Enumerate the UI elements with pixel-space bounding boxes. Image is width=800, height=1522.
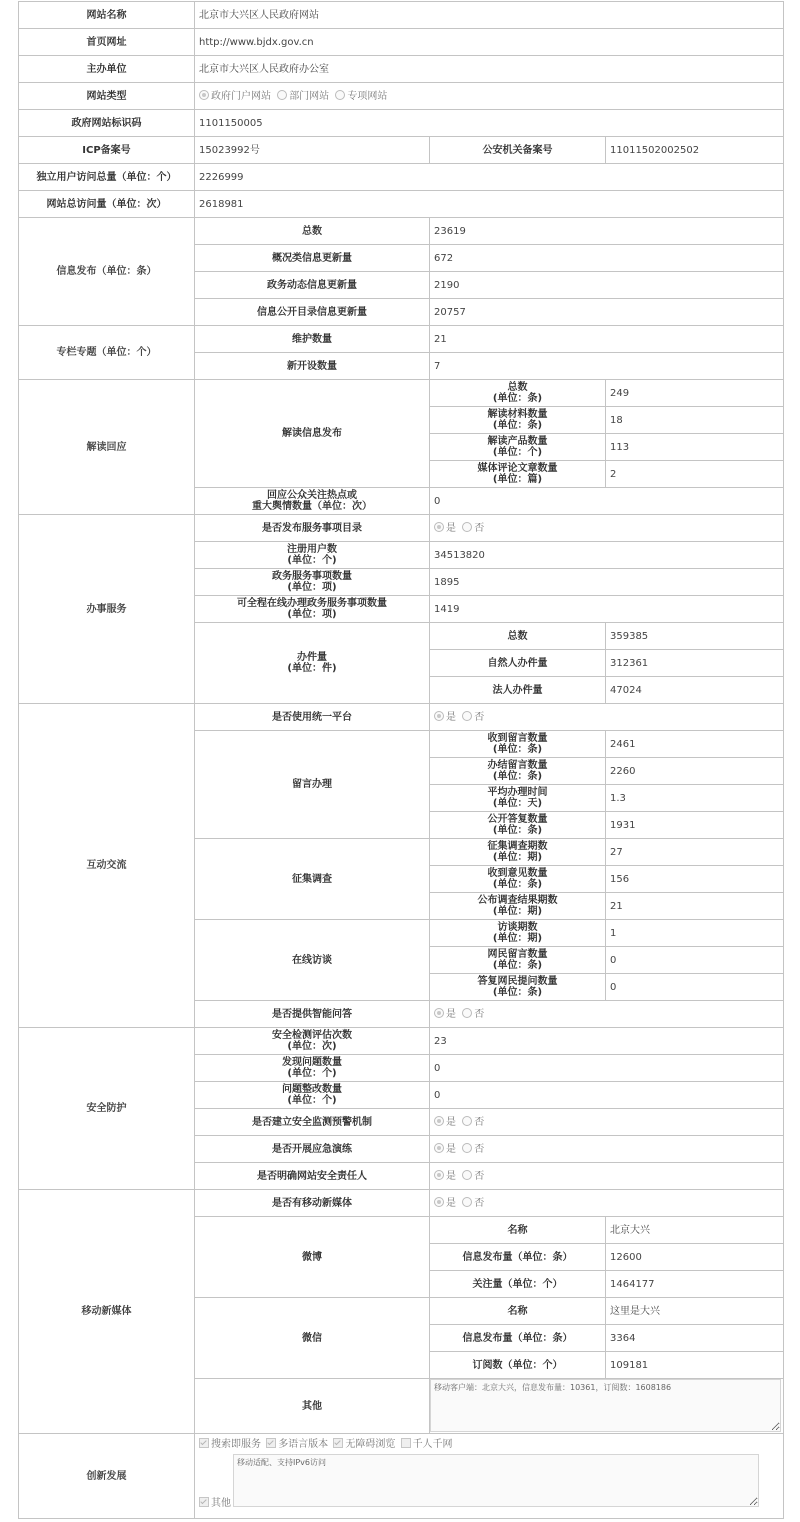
organizer-label: 主办单位 <box>19 56 195 83</box>
unit-text: (单位：项) <box>287 609 337 620</box>
label-text: 办件量 <box>297 652 327 663</box>
label-text: 公布调查结果期数 <box>477 895 558 906</box>
label-text: 解读产品数量 <box>487 436 548 447</box>
uv-label: 独立用户访问总量（单位：个） <box>19 164 195 191</box>
checkbox-label: 多语言版本 <box>278 1439 329 1450</box>
checkbox-multilanguage[interactable] <box>266 1438 276 1448</box>
checkbox-label: 搜索即服务 <box>211 1439 261 1450</box>
interaction-section-label: 互动交流 <box>19 704 195 1028</box>
unit-text: (单位：篇) <box>492 474 543 485</box>
weibo-name-label: 名称 <box>430 1217 606 1244</box>
unit-text: 重大舆情数量（单位：次） <box>252 501 372 512</box>
survey-opinions-label <box>430 866 606 893</box>
sec-owner-label: 是否明确网站安全责任人 <box>195 1163 430 1190</box>
radio-label: 部门网站 <box>289 91 330 102</box>
cases-label <box>195 623 430 704</box>
cases-legal-value: 47024 <box>606 677 784 704</box>
row-pv <box>19 191 784 218</box>
columns-new-label: 新开设数量 <box>195 353 430 380</box>
label-text: 公开答复数量 <box>487 814 548 825</box>
row-organizer <box>19 56 784 83</box>
radio-no[interactable] <box>462 1170 472 1180</box>
site-name-label: 网站名称 <box>19 2 195 29</box>
sec-issues-value: 0 <box>430 1055 784 1082</box>
row-interpret-total <box>19 380 784 407</box>
unit-text: (单位：个) <box>287 1068 337 1079</box>
weibo-followers-label: 关注量（单位：个） <box>430 1271 606 1298</box>
cases-total-label: 总数 <box>430 623 606 650</box>
innovation-options-cell <box>195 1434 784 1519</box>
icp-value: 15023992号 <box>195 137 430 164</box>
innovation-other-textarea[interactable] <box>233 1454 759 1507</box>
survey-periods-label <box>430 839 606 866</box>
service-items-label <box>195 569 430 596</box>
radio-label: 是 <box>446 1009 456 1020</box>
radio-label: 否 <box>474 712 485 723</box>
weibo-followers-value: 1464177 <box>606 1271 784 1298</box>
msg-avg-time-value: 1.3 <box>606 785 784 812</box>
sec-drill-label: 是否开展应急演练 <box>195 1136 430 1163</box>
sec-monitor-radio-group <box>430 1109 784 1136</box>
site-type-label: 网站类型 <box>19 83 195 110</box>
columns-section-label: 专栏专题（单位：个） <box>19 326 195 380</box>
label-text: 政务服务事项数量 <box>272 571 352 582</box>
site-name-value: 北京市大兴区人民政府网站 <box>195 2 784 29</box>
interpret-sub-label: 解读信息发布 <box>195 380 430 488</box>
smart-qa-radio-group <box>430 1001 784 1028</box>
radio-label: 是 <box>446 1117 456 1128</box>
checkbox-search-service[interactable] <box>199 1438 209 1448</box>
label-text: 收到留言数量 <box>487 733 548 744</box>
radio-label: 政府门户网站 <box>211 91 271 102</box>
columns-maintained-value: 21 <box>430 326 784 353</box>
wechat-subscribers-label: 订阅数（单位：个） <box>430 1352 606 1379</box>
weibo-name-value: 北京大兴 <box>606 1217 784 1244</box>
pv-label: 网站总访问量（单位：次） <box>19 191 195 218</box>
unit-text: (单位：项) <box>287 582 337 593</box>
checkbox-label: 其他 <box>211 1498 231 1509</box>
interview-messages-label <box>430 947 606 974</box>
row-innovation <box>19 1434 784 1519</box>
columns-maintained-label: 维护数量 <box>195 326 430 353</box>
has-mobile-radio-group <box>430 1190 784 1217</box>
info-catalog-label: 信息公开目录信息更新量 <box>195 299 430 326</box>
label-text: 总数 <box>507 382 528 393</box>
interview-messages-value: 0 <box>606 947 784 974</box>
label-text: 解读材料数量 <box>487 409 548 420</box>
interpret-section-label: 解读回应 <box>19 380 195 515</box>
radio-yes[interactable] <box>434 1143 444 1153</box>
row-columns-maintained <box>19 326 784 353</box>
police-label: 公安机关备案号 <box>430 137 606 164</box>
unit-text: (单位：期) <box>492 933 543 944</box>
radio-yes[interactable] <box>434 711 444 721</box>
interpret-total-label <box>430 380 606 407</box>
label-text: 可全程在线办理政务服务事项数量 <box>237 598 387 609</box>
checkbox-label: 千人千网 <box>412 1439 453 1450</box>
unit-text: (单位：条) <box>492 879 543 890</box>
service-users-label <box>195 542 430 569</box>
label-text: 安全检测评估次数 <box>272 1030 352 1041</box>
unit-text: (单位：期) <box>492 852 543 863</box>
radio-yes[interactable] <box>434 1008 444 1018</box>
sec-fixed-value: 0 <box>430 1082 784 1109</box>
mobile-other-label: 其他 <box>195 1379 430 1434</box>
wechat-subscribers-value: 109181 <box>606 1352 784 1379</box>
row-uv <box>19 164 784 191</box>
wechat-label: 微信 <box>195 1298 430 1379</box>
checkbox-personalized[interactable] <box>401 1438 411 1448</box>
interview-periods-value: 1 <box>606 920 784 947</box>
row-platform <box>19 704 784 731</box>
unit-text: (单位：天) <box>492 798 543 809</box>
mobile-other-textarea[interactable] <box>430 1379 781 1432</box>
label-text: 媒体评论文章数量 <box>477 463 558 474</box>
info-news-label: 政务动态信息更新量 <box>195 272 430 299</box>
interpret-media-label <box>430 461 606 488</box>
label-text: 答复网民提问数量 <box>477 976 558 987</box>
row-icp <box>19 137 784 164</box>
uv-value: 2226999 <box>195 164 784 191</box>
weibo-posts-label: 信息发布量（单位：条） <box>430 1244 606 1271</box>
radio-yes[interactable] <box>434 1197 444 1207</box>
police-value: 11011502002502 <box>606 137 784 164</box>
msg-received-value: 2461 <box>606 731 784 758</box>
has-mobile-label: 是否有移动新媒体 <box>195 1190 430 1217</box>
weibo-label: 微博 <box>195 1217 430 1298</box>
interpret-materials-value: 18 <box>606 407 784 434</box>
wechat-posts-label: 信息发布量（单位：条） <box>430 1325 606 1352</box>
sec-fixed-label <box>195 1082 430 1109</box>
cases-natural-label: 自然人办件量 <box>430 650 606 677</box>
interpret-total-value: 249 <box>606 380 784 407</box>
radio-label: 专项网站 <box>347 91 388 102</box>
cases-natural-value: 312361 <box>606 650 784 677</box>
survey-periods-value: 27 <box>606 839 784 866</box>
innovation-checkbox-group <box>199 1434 779 1454</box>
label-text: 发现问题数量 <box>282 1057 342 1068</box>
innovation-section-label: 创新发展 <box>19 1434 195 1519</box>
radio-site-type-department[interactable] <box>277 90 287 100</box>
cases-total-value: 359385 <box>606 623 784 650</box>
info-total-label: 总数 <box>195 218 430 245</box>
weibo-posts-value: 12600 <box>606 1244 784 1271</box>
smart-qa-label: 是否提供智能问答 <box>195 1001 430 1028</box>
unit-text: (单位：条) <box>492 744 543 755</box>
platform-radio-group <box>430 704 784 731</box>
label-text: 回应公众关注热点或 <box>267 490 357 501</box>
radio-yes[interactable] <box>434 522 444 532</box>
row-has-mobile <box>19 1190 784 1217</box>
radio-label: 是 <box>446 1198 456 1209</box>
radio-no[interactable] <box>462 711 472 721</box>
label-text: 注册用户数 <box>287 544 337 555</box>
cases-legal-label: 法人办件量 <box>430 677 606 704</box>
radio-no[interactable] <box>462 1197 472 1207</box>
radio-label: 否 <box>474 523 485 534</box>
wechat-posts-value: 3364 <box>606 1325 784 1352</box>
mobile-other-cell <box>430 1379 784 1434</box>
info-news-value: 2190 <box>430 272 784 299</box>
sec-monitor-label: 是否建立安全监测预警机制 <box>195 1109 430 1136</box>
info-overview-value: 672 <box>430 245 784 272</box>
radio-label: 是 <box>446 1144 456 1155</box>
row-service-catalog <box>19 515 784 542</box>
unit-text: (单位：件) <box>287 663 337 674</box>
service-users-value: 34513820 <box>430 542 784 569</box>
radio-yes[interactable] <box>434 1116 444 1126</box>
service-online-items-label <box>195 596 430 623</box>
mobile-section-label: 移动新媒体 <box>19 1190 195 1434</box>
website-annual-report-table <box>18 1 784 1519</box>
wechat-name-label: 名称 <box>430 1298 606 1325</box>
unit-text: (单位：个) <box>492 447 543 458</box>
radio-label: 是 <box>446 712 456 723</box>
label-text: 办结留言数量 <box>487 760 548 771</box>
msg-received-label <box>430 731 606 758</box>
columns-new-value: 7 <box>430 353 784 380</box>
info-catalog-value: 20757 <box>430 299 784 326</box>
radio-label: 是 <box>446 1171 456 1182</box>
radio-label: 否 <box>474 1009 485 1020</box>
msg-avg-time-label <box>430 785 606 812</box>
radio-site-type-portal[interactable] <box>199 90 209 100</box>
interpret-response-value: 0 <box>430 488 784 515</box>
interpret-response-label <box>195 488 430 515</box>
label-text: 平均办理时间 <box>487 787 548 798</box>
unit-text: (单位：个) <box>287 555 337 566</box>
service-online-items-value: 1419 <box>430 596 784 623</box>
sec-owner-radio-group <box>430 1163 784 1190</box>
radio-no[interactable] <box>462 1116 472 1126</box>
radio-label: 否 <box>474 1144 485 1155</box>
icp-label: ICP备案号 <box>19 137 195 164</box>
service-catalog-label: 是否发布服务事项目录 <box>195 515 430 542</box>
row-site-type <box>19 83 784 110</box>
row-sec-tests <box>19 1028 784 1055</box>
interview-replies-label <box>430 974 606 1001</box>
unit-text: (单位：条) <box>492 987 543 998</box>
unit-text: (单位：次) <box>287 1041 337 1052</box>
radio-label: 否 <box>474 1117 485 1128</box>
checkbox-accessibility[interactable] <box>333 1438 343 1448</box>
label-text: 收到意见数量 <box>487 868 548 879</box>
interpret-media-value: 2 <box>606 461 784 488</box>
service-section-label: 办事服务 <box>19 515 195 704</box>
radio-site-type-special[interactable] <box>335 90 345 100</box>
sec-issues-label <box>195 1055 430 1082</box>
radio-label: 否 <box>474 1198 485 1209</box>
organizer-value: 北京市大兴区人民政府办公室 <box>195 56 784 83</box>
messages-label: 留言办理 <box>195 731 430 839</box>
survey-results-label <box>430 893 606 920</box>
home-url-label: 首页网址 <box>19 29 195 56</box>
unit-text: (单位：个) <box>287 1095 337 1106</box>
site-type-radio-group <box>195 83 784 110</box>
survey-results-value: 21 <box>606 893 784 920</box>
row-site-code <box>19 110 784 137</box>
interview-replies-value: 0 <box>606 974 784 1001</box>
unit-text: (单位：条) <box>492 771 543 782</box>
radio-no[interactable] <box>462 1143 472 1153</box>
sec-tests-label <box>195 1028 430 1055</box>
interpret-products-label <box>430 434 606 461</box>
platform-label: 是否使用统一平台 <box>195 704 430 731</box>
unit-text: (单位：期) <box>492 906 543 917</box>
row-site-name <box>19 2 784 29</box>
msg-public-value: 1931 <box>606 812 784 839</box>
checkbox-label: 无障碍浏览 <box>345 1439 396 1450</box>
sec-tests-value: 23 <box>430 1028 784 1055</box>
interview-periods-label <box>430 920 606 947</box>
radio-yes[interactable] <box>434 1170 444 1180</box>
site-code-label: 政府网站标识码 <box>19 110 195 137</box>
unit-text: (单位：条) <box>492 420 543 431</box>
label-text: 访谈期数 <box>497 922 538 933</box>
radio-no[interactable] <box>462 522 472 532</box>
wechat-name-value: 这里是大兴 <box>606 1298 784 1325</box>
label-text: 网民留言数量 <box>487 949 548 960</box>
checkbox-other[interactable] <box>199 1497 209 1507</box>
unit-text: (单位：条) <box>492 393 543 404</box>
row-info-total <box>19 218 784 245</box>
sec-drill-radio-group <box>430 1136 784 1163</box>
unit-text: (单位：条) <box>492 960 543 971</box>
label-text: 征集调查期数 <box>487 841 548 852</box>
radio-no[interactable] <box>462 1008 472 1018</box>
info-overview-label: 概况类信息更新量 <box>195 245 430 272</box>
radio-label: 否 <box>474 1171 485 1182</box>
survey-opinions-value: 156 <box>606 866 784 893</box>
msg-public-label <box>430 812 606 839</box>
pv-value: 2618981 <box>195 191 784 218</box>
unit-text: (单位：条) <box>492 825 543 836</box>
interpret-materials-label <box>430 407 606 434</box>
msg-closed-value: 2260 <box>606 758 784 785</box>
service-items-value: 1895 <box>430 569 784 596</box>
innovation-other-row <box>199 1454 779 1509</box>
survey-label: 征集调查 <box>195 839 430 920</box>
radio-label: 是 <box>446 523 456 534</box>
interview-label: 在线访谈 <box>195 920 430 1001</box>
info-total-value: 23619 <box>430 218 784 245</box>
label-text: 问题整改数量 <box>282 1084 342 1095</box>
interpret-products-value: 113 <box>606 434 784 461</box>
msg-closed-label <box>430 758 606 785</box>
security-section-label: 安全防护 <box>19 1028 195 1190</box>
row-home-url <box>19 29 784 56</box>
site-code-value: 1101150005 <box>195 110 784 137</box>
info-publish-section-label: 信息发布（单位：条） <box>19 218 195 326</box>
service-catalog-radio-group <box>430 515 784 542</box>
home-url-value: http://www.bjdx.gov.cn <box>195 29 784 56</box>
